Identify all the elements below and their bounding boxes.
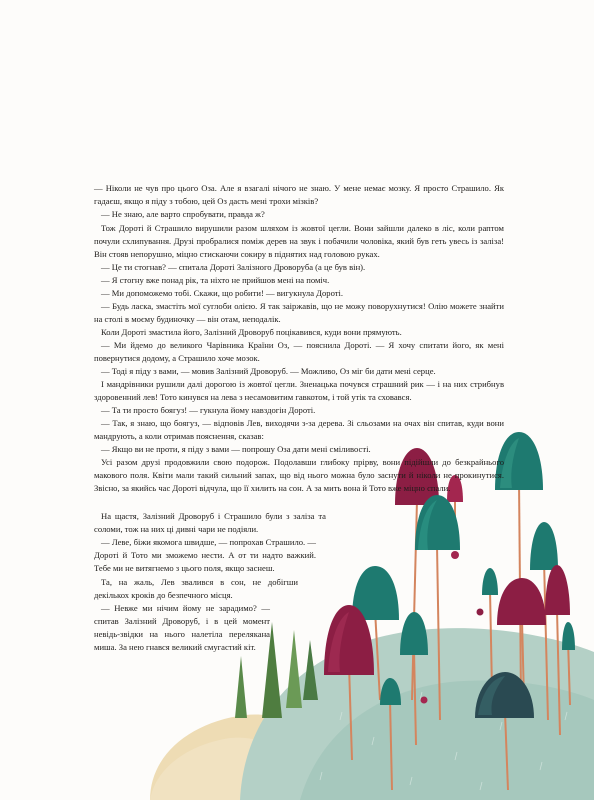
story-paragraph: Та, на жаль, Лев звалився в сон, не добігши декількох кроків до безпечного місця.	[94, 577, 298, 601]
story-paragraph: — Не знаю, але варто спробувати, правда ж?	[101, 209, 265, 219]
story-paragraph: — Будь ласка, змастіть мої суглоби олією. Я так заіржавів, що не можу поворухнутися! Олію можете знайти на столі в моєму будиночку — він отам, неподалік.	[94, 301, 504, 325]
story-paragraph: — Леве, біжи якомога швидше, — попрохав Страшило. — Дороті й Тото ми зможемо нести. А от ти надто важкий. Тебе ми не витягнемо з цього поля, якщо заснеш.	[94, 537, 316, 574]
story-paragraph: — Ми йдемо до великого Чарівника Країни Оз, — пояснила Дороті. — Я хочу спитати його, як мені повернутися додому, а Страшило хоче мозок.	[94, 340, 504, 364]
story-paragraph: Тож Дороті й Страшило вирушили разом шляхом із жовтої цегли. Вони зайшли далеко в ліс, коли раптом почули схлипування. Друзі пробралися поміж дерев на звук і побачили чоловіка, який був геть увесь із заліза! Він стояв непорушно, міцно стискаючи сокиру в піднятих над головою руках.	[94, 223, 504, 260]
story-paragraph: — Якщо ви не проти, я піду з вами — попрошу Оза дати мені сміливості.	[101, 444, 371, 454]
story-paragraph: І мандрівники рушили далі дорогою із жовтої цегли. Зненацька почувся страшний рик — і на них стрибнув здоровенний лев! Тото кинувся на лева з несамовитим гавкотом, і той утік та сховався.	[94, 379, 504, 403]
story-paragraph: — Це ти стогнав? — спитала Дороті Залізного Дроворуба (а це був він).	[101, 262, 366, 272]
story-paragraph: — Ніколи не чув про цього Оза. Але я взагалі нічого не знаю. У мене немає мозку. Я просто Страшило. Як гадаєш, якщо я піду з тобою, цей Оз дасть мені трохи мізків?	[94, 183, 504, 207]
story-paragraph: Усі разом друзі продовжили свою подорож. Подолавши глибоку прірву, вони підійшли до безкрайнього макового поля. Квіти мали такий сильний запах, що від нього можна було заснути й ніколи не прокинутися. Звісно, за якийсь час Дороті відчула, що її хилить на сон. А за мить вона й Тото вже міцно спали.	[94, 457, 504, 494]
story-paragraph: — Невже ми нічим йому не зарадимо? — спитав Залізний Дроворуб, і в цей момент невідь-звідки на нього налетіла перелякана миша. За нею гнався великий смугастий кіт.	[94, 603, 270, 653]
story-paragraph: — Тоді я піду з вами, — мовив Залізний Дроворуб. — Можливо, Оз міг би дати мені серце.	[101, 366, 436, 376]
story-paragraph: — Ми допоможемо тобі. Скажи, що робити! — вигукнула Дороті.	[101, 288, 344, 298]
story-paragraph: Коли Дороті змастила його, Залізний Дроворуб поцікавився, куди вони прямують.	[101, 327, 402, 337]
story-paragraph: — Так, я знаю, що боягуз, — відповів Лев, виходячи з-за дерева. Зі сльозами на очах він спитав, куди вони мандрують, а коли отримав пояснення, сказав:	[94, 418, 504, 442]
story-paragraph: — Та ти просто боягуз! — гукнула йому навздогін Дороті.	[101, 405, 316, 415]
story-paragraph: На щастя, Залізний Дроворуб і Страшило були з заліза та соломи, тож на них ці дивні чари не подіяли.	[94, 511, 326, 535]
story-paragraph: — Я стогну вже понад рік, та ніхто не прийшов мені на поміч.	[101, 275, 330, 285]
